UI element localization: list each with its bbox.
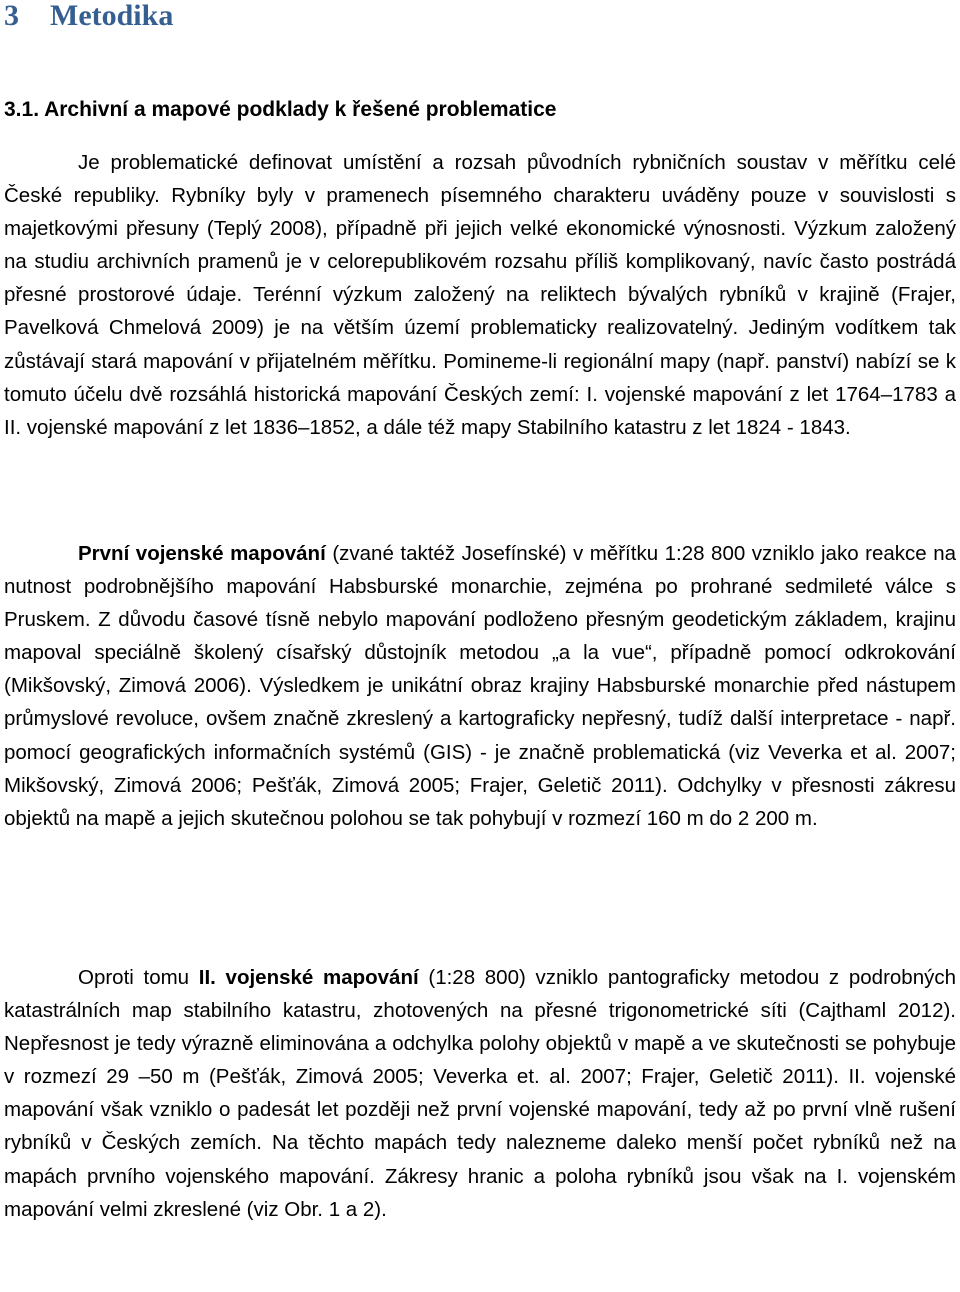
paragraph-second-lead: Oproti tomu <box>78 966 199 989</box>
paragraph-sources-text: Je problematické definovat umístění a rozsah původních rybničních soustav v měřítku celé České republiky. Rybníky byly v pramenech písemného charakteru uváděny pouze v souvislosti s majetkovými přesuny (Teplý 2008), případně při jejich velké ekonomické výnosnosti. Výzkum založený na studiu archivních pramenů je v celorepublikovém rozsahu příliš komplikovaný, navíc často postrádá přesné prostorové údaje. Terénní výzkum založený na reliktech bývalých rybníků v krajině (Frajer, Pavelková Chmelová 2009) je na větším území problematicky realizovatelný. Jediným vodítkem tak zůstávají stará mapování v přijatelném měřítku. Pomineme-li regionální mapy (např. panství) nabízí se k tomuto účelu dvě rozsáhlá historická mapování Českých zemí: I. vojenské mapování z let 1764–1783 a II. vojenské mapování z let 1836–1852, a dále též mapy Stabilního katastru z let 1824 - 1843. <box>4 151 956 439</box>
chapter-number: 3 <box>4 0 19 32</box>
term-first-military-survey: První vojenské mapování <box>78 542 326 565</box>
paragraph-first-military-survey <box>4 537 956 835</box>
paragraph-first-military-survey-text: (zvané taktéž Josefínské) v měřítku 1:28 800 vzniklo jako reakce na nutnost podrobnějšího mapování Habsburské monarchie, zejména po prohrané sedmileté válce s Pruskem. Z důvodu časové tísně nebylo mapování podloženo přesným geodetickým základem, krajinu mapoval speciálně školený císařský důstojník metodou „a la vue“, případně pomocí odkrokování (Mikšovský, Zimová 2006). Výsledkem je unikátní obraz krajiny Habsburské monarchie před nástupem průmyslové revoluce, ovšem značně zkreslený a kartograficky nepřesný, tudíž další interpretace - např. pomocí geografických informačních systémů (GIS) - je značně problematická (viz Veverka et al. 2007; Mikšovský, Zimová 2006; Pešťák, Zimová 2005; Frajer, Geletič 2011). Odchylky v přesnosti zákresu objektů na mapě a jejich skutečnou polohou se tak pohybují v rozmezí 160 m do 2 200 m. <box>4 542 956 830</box>
paragraph-second-military-survey-text: (1:28 800) vzniklo pantograficky metodou z podrobných katastrálních map stabilního katastru, zhotovených na přesné trigonometrické síti (Cajthaml 2012). Nepřesnost je tedy výrazně eliminována a odchylka polohy objektů v mapě a ve skutečnosti se pohybuje v rozmezí 29 –50 m (Pešťák, Zimová 2005; Veverka et. al. 2007; Frajer, Geletič 2011). II. vojenské mapování však vzniklo o padesát let později než první vojenské mapování, tedy až po první vlně rušení rybníků v Českých zemích. Na těchto mapách tedy nalezneme daleko menší počet rybníků než na mapách prvního vojenského mapování. Zákresy hranic a poloha rybníků jsou však na I. vojenském mapování velmi zkreslené (viz Obr. 1 a 2). <box>4 966 956 1221</box>
term-second-military-survey: II. vojenské mapování <box>198 966 419 989</box>
section-heading: 3.1. Archivní a mapové podklady k řešené problematice <box>4 98 557 121</box>
chapter-title: Metodika <box>50 0 174 32</box>
chapter-heading <box>4 0 173 32</box>
paragraph-second-military-survey <box>4 961 956 1226</box>
paragraph-sources <box>4 146 956 444</box>
